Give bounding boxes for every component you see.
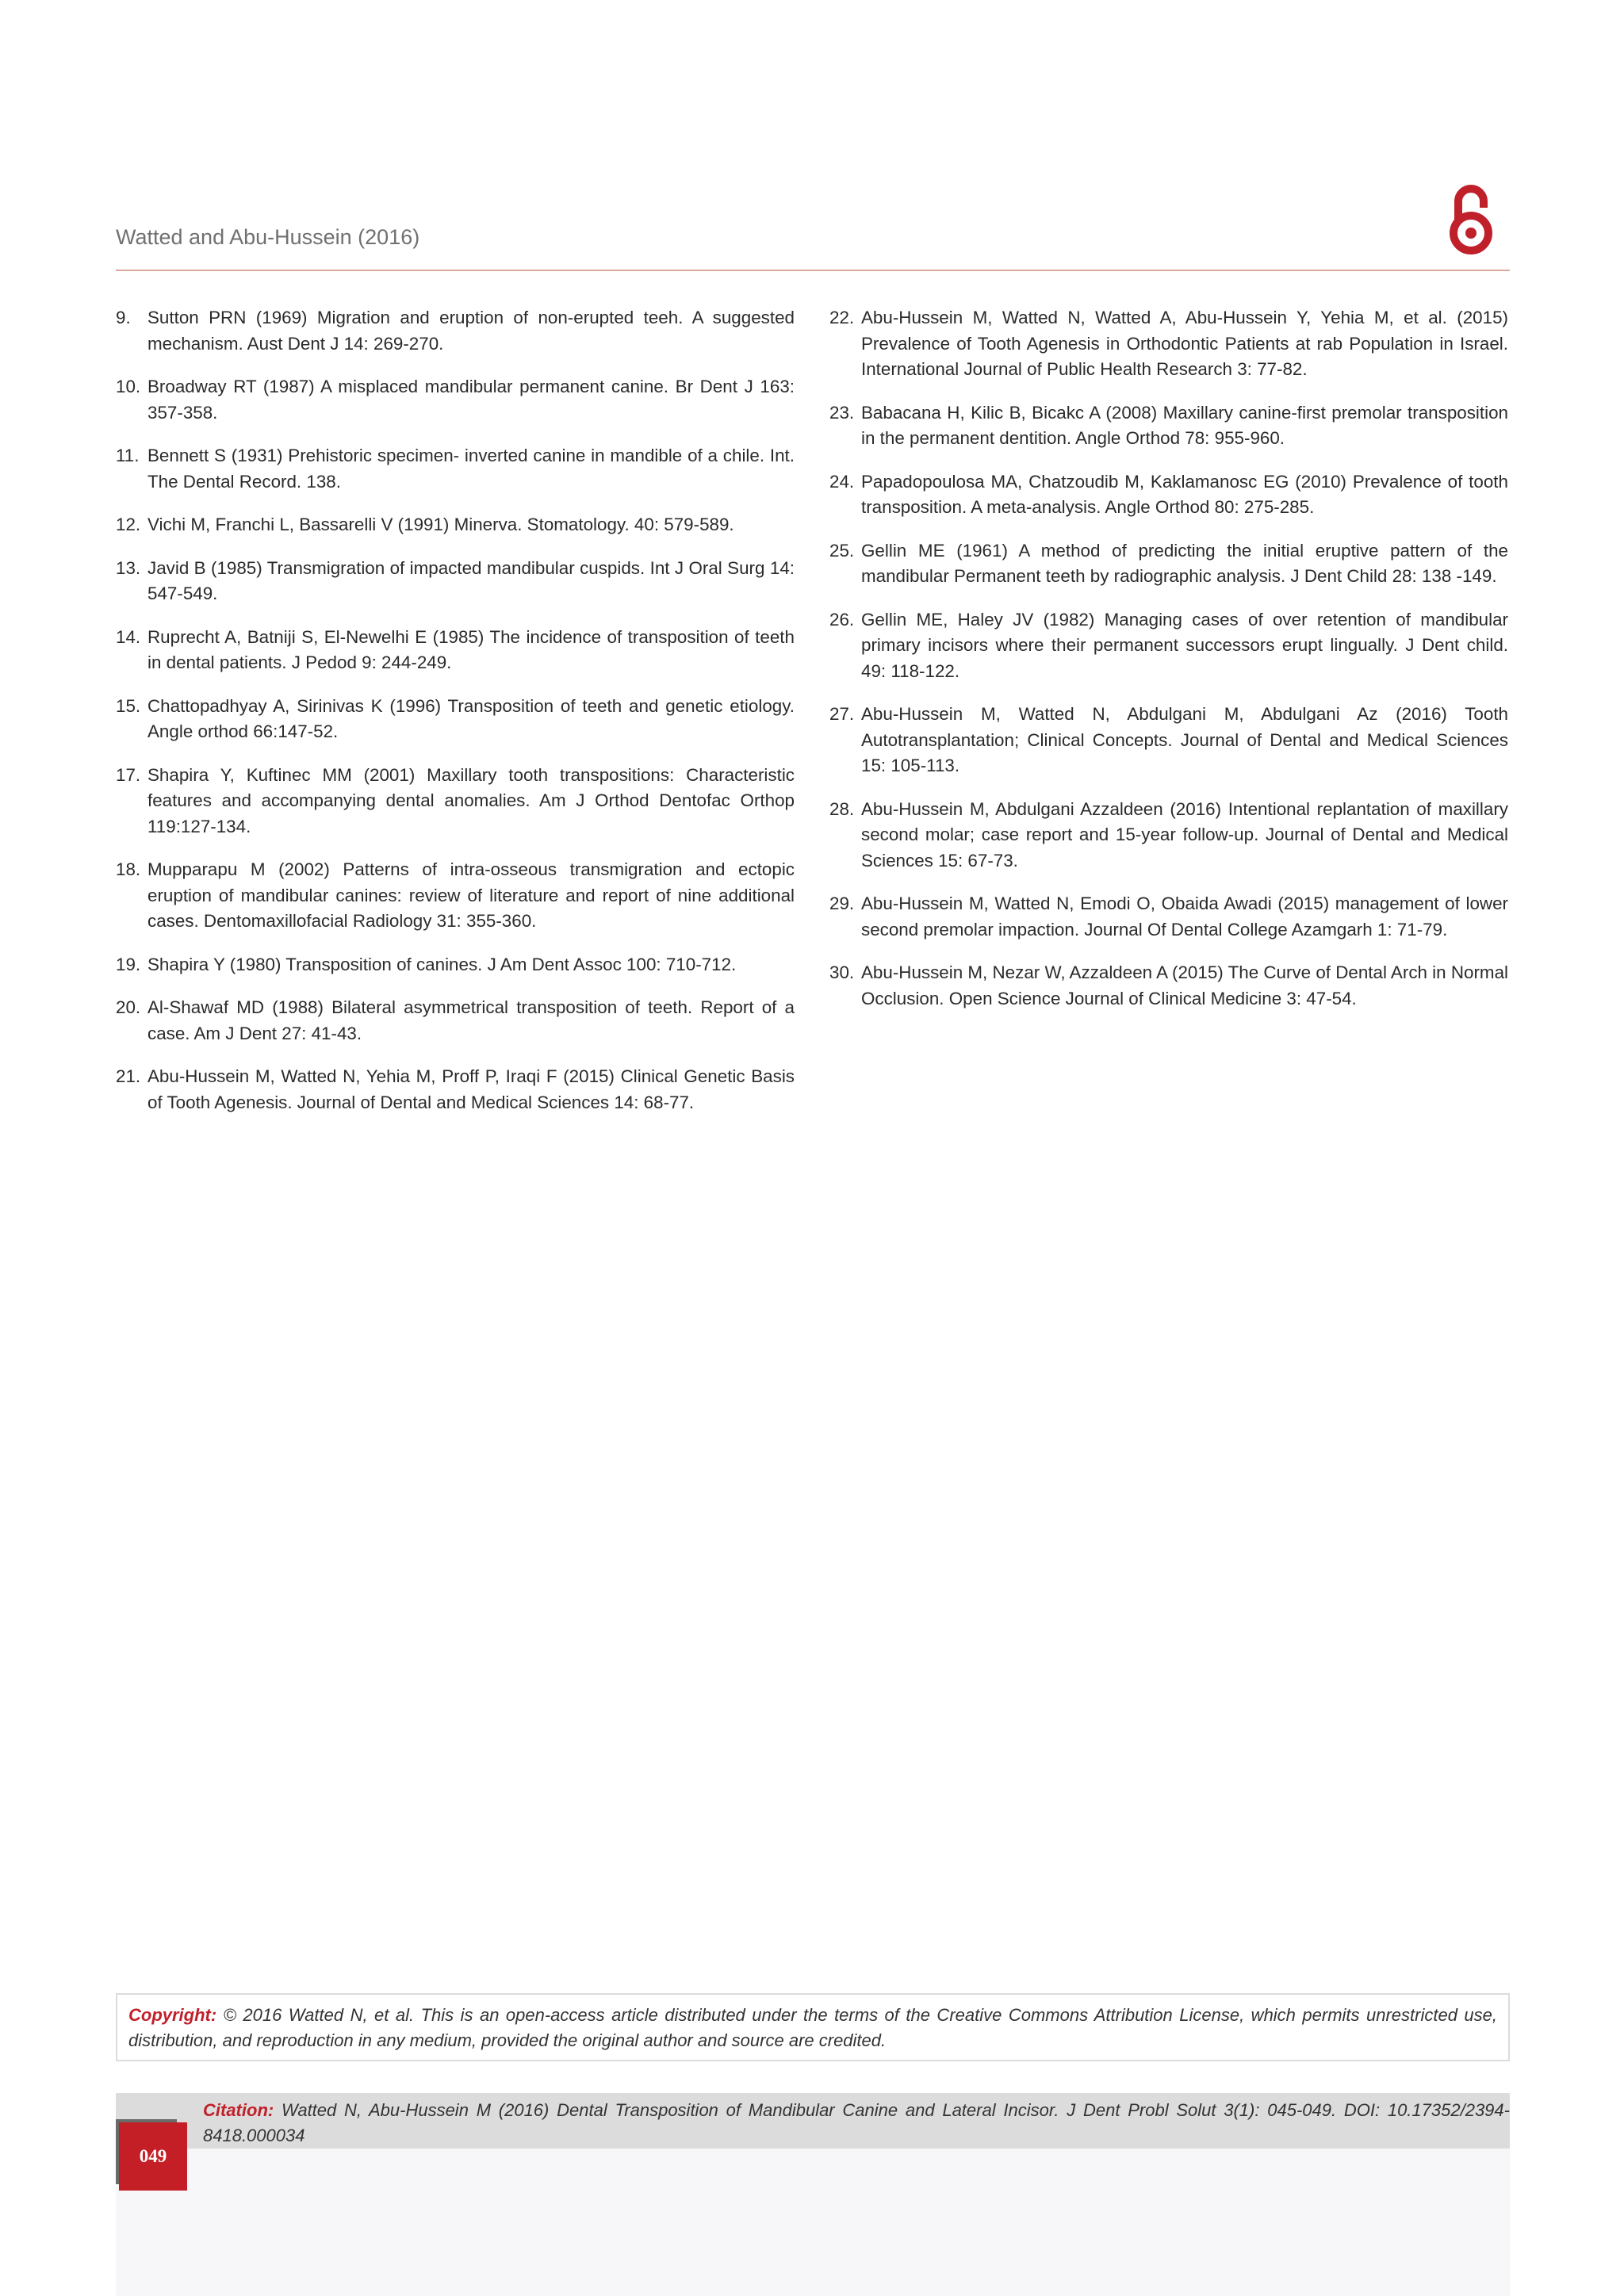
reference-item [829, 607, 1508, 685]
reference-item [116, 374, 795, 426]
reference-number: 20. [116, 997, 141, 1017]
reference-text: Shapira Y (1980) Transposition of canines. J Am Dent Assoc 100: 710-712. [147, 954, 737, 974]
reference-number: 23. [829, 402, 855, 423]
reference-text: Sutton PRN (1969) Migration and eruption of non-erupted teeh. A suggested mechanism. Aust Dent J 14: 269-270. [147, 308, 795, 354]
copyright-text: © 2016 Watted N, et al. This is an open-access article distributed under the terms of the Creative Commons Attribution License, which permits unrestricted use, distribution, and reproduction in any medium, provided the original author and source are credited. [128, 2005, 1497, 2050]
reference-text: Bennett S (1931) Prehistoric specimen- inverted canine in mandible of a chile. Int. The Dental Record. 138. [147, 446, 795, 492]
reference-text: Vichi M, Franchi L, Bassarelli V (1991) Minerva. Stomatology. 40: 579-589. [147, 515, 734, 534]
reference-text: Broadway RT (1987) A misplaced mandibular permanent canine. Br Dent J 163: 357-358. [147, 377, 795, 423]
reference-number: 27. [829, 704, 855, 724]
reference-item [116, 995, 795, 1047]
reference-list-right [829, 305, 1508, 1029]
page-number: 049 [119, 2122, 187, 2191]
reference-item [116, 512, 795, 538]
reference-number: 30. [829, 962, 855, 982]
footer-background [116, 2149, 1510, 2296]
citation-text: Watted N, Abu-Hussein M (2016) Dental Transposition of Mandibular Canine and Lateral Incisor. J Dent Probl Solut 3(1): 045-049. DOI: 10.17352/2394-8418.000034 [203, 2100, 1510, 2145]
reference-item [829, 400, 1508, 452]
reference-text: Mupparapu M (2002) Patterns of intra-osseous transmigration and ectopic eruption of mandibular canines: review of literature and report of nine additional cases. Dentomaxillofacial Radiology 31: 355-360. [147, 859, 795, 931]
reference-item [116, 556, 795, 607]
reference-text: Gellin ME, Haley JV (1982) Managing cases of over retention of mandibular primary incisors where their permanent successors erupt lingually. J Dent child. 49: 118-122. [861, 609, 1508, 681]
reference-number: 18. [116, 859, 141, 879]
reference-list-left [116, 305, 795, 1133]
reference-number: 17. [116, 764, 141, 785]
reference-number: 15. [116, 695, 141, 716]
reference-item [116, 1064, 795, 1115]
header-divider [116, 270, 1510, 271]
running-header-author: Watted and Abu-Hussein (2016) [116, 225, 420, 249]
reference-text: Papadopoulosa MA, Chatzoudib M, Kaklamanosc EG (2010) Prevalence of tooth transposition. A meta-analysis. Angle Orthod 80: 275-285. [861, 471, 1508, 517]
reference-text: Gellin ME (1961) A method of predicting the initial eruptive pattern of the mandibular Permanent teeth by radiographic analysis. J Dent Child 28: 138 -149. [861, 540, 1508, 586]
citation-notice [203, 2098, 1510, 2149]
reference-item [829, 702, 1508, 779]
reference-text: Abu-Hussein M, Abdulgani Azzaldeen (2016) Intentional replantation of maxillary second molar; case report and 15-year follow-up. Journal of Dental and Medical Sciences 15: 67-73. [861, 798, 1508, 871]
reference-item [116, 952, 795, 978]
citation-label: Citation: [203, 2100, 274, 2120]
reference-item [116, 625, 795, 676]
reference-item [829, 538, 1508, 590]
reference-text: Abu-Hussein M, Watted N, Yehia M, Proff P, Iraqi F (2015) Clinical Genetic Basis of Tooth Agenesis. Journal of Dental and Medical Sciences 14: 68-77. [147, 1066, 795, 1112]
reference-item [829, 305, 1508, 383]
reference-text: Javid B (1985) Transmigration of impacted mandibular cuspids. Int J Oral Surg 14: 547-549. [147, 557, 795, 603]
reference-text: Abu-Hussein M, Watted N, Emodi O, Obaida Awadi (2015) management of lower second premolar impaction. Journal Of Dental College Azamgarh 1: 71-79. [861, 894, 1508, 939]
reference-number: 13. [116, 557, 141, 578]
reference-item [116, 443, 795, 495]
reference-number: 14. [116, 626, 141, 647]
reference-number: 25. [829, 540, 855, 561]
reference-text: Abu-Hussein M, Watted N, Watted A, Abu-Hussein Y, Yehia M, et al. (2015) Prevalence of Tooth Agenesis in Orthodontic Patients at rab Population in Israel. International Journal of Public Health Research 3: 77-82. [861, 308, 1508, 379]
reference-text: Babacana H, Kilic B, Bicakc A (2008) Maxillary canine-first premolar transposition in the permanent dentition. Angle Orthod 78: 955-960. [861, 402, 1508, 448]
copyright-label: Copyright: [128, 2005, 217, 2025]
reference-number: 24. [829, 471, 855, 492]
reference-text: Shapira Y, Kuftinec MM (2001) Maxillary tooth transpositions: Characteristic features and accompanying dental anomalies. Am J Orthod Dentofac Orthop 119:127-134. [147, 764, 795, 836]
reference-item [829, 797, 1508, 874]
reference-item [116, 305, 795, 357]
copyright-notice [116, 1993, 1510, 2061]
reference-number: 26. [829, 609, 855, 629]
reference-number: 10. [116, 377, 141, 396]
reference-text: Al-Shawaf MD (1988) Bilateral asymmetrical transposition of teeth. Report of a case. Am J Dent 27: 41-43. [147, 997, 795, 1043]
reference-number: 11. [116, 446, 140, 465]
reference-number: 9. [116, 308, 131, 327]
reference-number: 29. [829, 894, 855, 913]
open-access-lock-icon [1445, 181, 1497, 257]
reference-text: Chattopadhyay A, Sirinivas K (1996) Transposition of teeth and genetic etiology. Angle orthod 66:147-52. [147, 695, 795, 741]
reference-number: 12. [116, 515, 141, 534]
reference-item [116, 763, 795, 840]
reference-item [829, 891, 1508, 943]
reference-text: Abu-Hussein M, Watted N, Abdulgani M, Abdulgani Az (2016) Tooth Autotransplantation; Clinical Concepts. Journal of Dental and Medical Sciences 15: 105-113. [861, 704, 1508, 775]
reference-number: 28. [829, 798, 855, 819]
reference-number: 21. [116, 1066, 141, 1086]
reference-item [829, 960, 1508, 1012]
reference-number: 19. [116, 954, 141, 974]
reference-text: Ruprecht A, Batniji S, El-Newelhi E (1985) The incidence of transposition of teeth in dental patients. J Pedod 9: 244-249. [147, 626, 795, 672]
reference-number: 22. [829, 308, 855, 327]
reference-text: Abu-Hussein M, Nezar W, Azzaldeen A (2015) The Curve of Dental Arch in Normal Occlusion. Open Science Journal of Clinical Medicine 3: 47-54. [861, 962, 1508, 1008]
reference-item [116, 694, 795, 745]
reference-item [116, 857, 795, 935]
reference-item [829, 469, 1508, 521]
